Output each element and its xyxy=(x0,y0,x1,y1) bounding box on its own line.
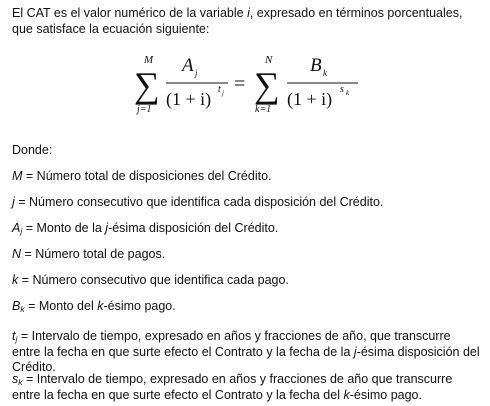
definition-text-end: -ésima disposición del Crédito. xyxy=(108,221,279,235)
definition-symbol: M xyxy=(12,169,23,183)
numerator-right: B xyxy=(310,55,322,76)
equals-sign: = xyxy=(234,73,246,95)
definition-j xyxy=(12,195,482,211)
definition-text: = Monto del xyxy=(24,299,98,313)
definition-bk xyxy=(12,299,482,315)
definition-symbol: t xyxy=(12,329,16,343)
donde-label: Donde: xyxy=(12,143,53,157)
definition-text: = Número total de disposiciones del Crédito. xyxy=(22,169,272,183)
definition-emphasis: j xyxy=(105,221,109,235)
definition-symbol-sub: j xyxy=(15,334,18,344)
definition-m xyxy=(12,169,482,185)
definition-tj xyxy=(12,329,482,376)
definition-symbol-sub: k xyxy=(18,377,23,387)
sum-right-upper-limit: N xyxy=(265,54,273,66)
definition-text-end: -ésimo pago. xyxy=(103,299,176,313)
definition-symbol-sub: j xyxy=(20,226,23,236)
sum-right-sigma: ∑ xyxy=(254,65,280,105)
definition-sk xyxy=(12,372,482,403)
exponent-left: t xyxy=(218,84,221,95)
sum-left-sigma: ∑ xyxy=(134,65,160,105)
sum-left-lower-limit: j=1 xyxy=(137,104,152,115)
definition-text: = Monto de la xyxy=(22,221,106,235)
definition-text-end: -ésima disposición del Crédito. xyxy=(12,344,480,374)
sum-left-upper-limit: M xyxy=(144,54,154,66)
numerator-left: A xyxy=(182,55,194,76)
definition-n xyxy=(12,247,482,263)
intro-text-1: El CAT es el valor numérico de la variable xyxy=(12,6,248,20)
definition-text: = Número consecutivo que identifica cada disposición del Crédito. xyxy=(14,195,384,209)
definition-symbol: A xyxy=(12,221,21,235)
denominator-left: (1 + i) xyxy=(166,89,212,109)
cat-equation xyxy=(130,48,370,128)
definition-aj xyxy=(12,221,482,237)
definition-emphasis: k xyxy=(97,299,104,313)
intro-text-2: , expresado en términos porcentuales, que satisface la ecuación siguiente: xyxy=(12,6,463,36)
exponent-right: s xyxy=(340,84,344,95)
definition-k xyxy=(12,273,482,289)
exponent-left-sub: j xyxy=(222,89,224,97)
definition-text-end: -ésimo pago. xyxy=(349,387,422,402)
definition-emphasis: j xyxy=(353,344,357,359)
definition-symbol: B xyxy=(12,299,21,313)
definition-symbol: k xyxy=(12,273,19,287)
definition-text: = Intervalo de tiempo, expresado en años y fracciones de año, que transcurre entre la fecha en que surte efecto el Contrato y la fecha de la xyxy=(12,329,451,359)
definition-symbol-sub: k xyxy=(20,304,25,314)
intro-paragraph xyxy=(12,6,482,37)
definition-symbol: s xyxy=(12,372,19,386)
numerator-left-sub: j xyxy=(195,68,198,78)
definition-emphasis: k xyxy=(343,387,350,402)
denominator-right: (1 + i) xyxy=(287,89,333,109)
definition-text: = Intervalo de tiempo, expresado en años y fracciones de año que transcurre entre la fecha en que surte efecto el Contrato y la fecha del xyxy=(12,372,453,402)
definition-text: = Número total de pagos. xyxy=(21,247,166,261)
definition-text: = Número consecutivo que identifica cada pago. xyxy=(18,273,289,287)
exponent-right-sub: k xyxy=(346,89,350,97)
sum-right-lower-limit: k=1 xyxy=(255,104,272,115)
definition-symbol: j xyxy=(12,195,15,209)
intro-variable: i xyxy=(247,6,250,20)
numerator-right-sub: k xyxy=(323,68,327,78)
definition-symbol: N xyxy=(12,247,22,261)
